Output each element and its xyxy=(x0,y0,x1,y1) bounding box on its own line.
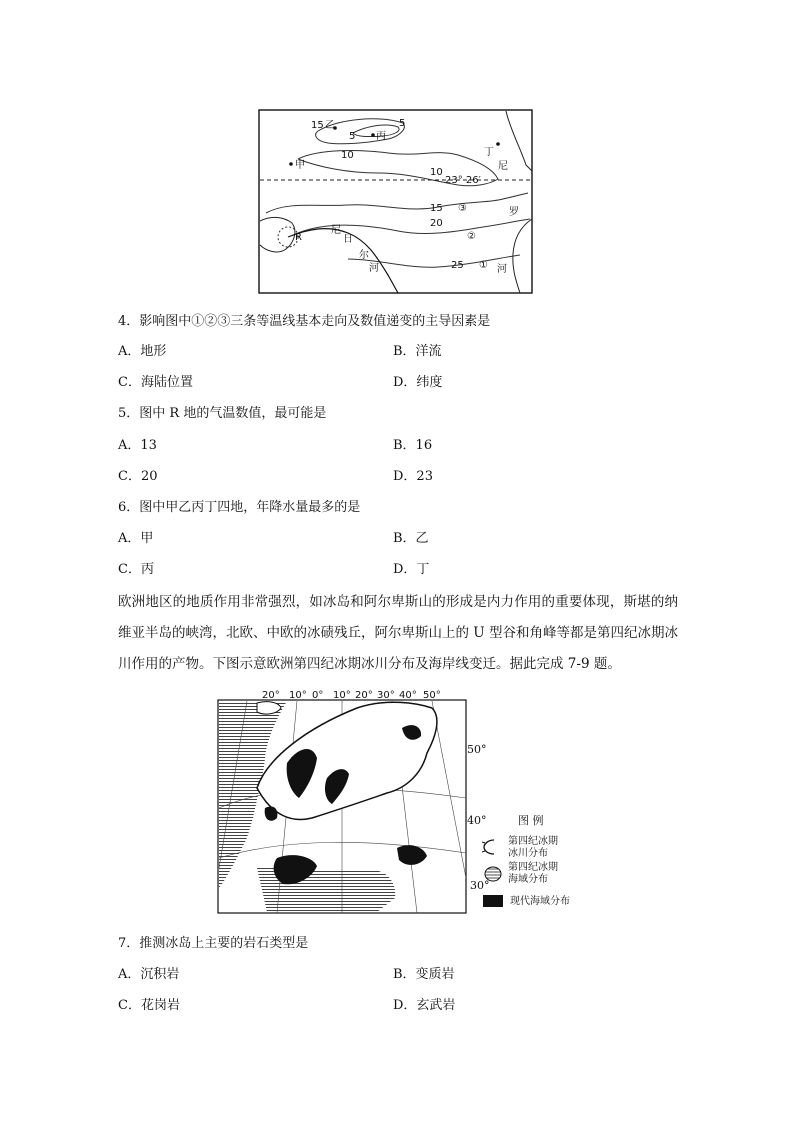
label-ri: 日 xyxy=(343,234,353,245)
legend-modern: 现代海域分布 xyxy=(510,896,570,907)
legend-sea: 第四纪冰期 海域分布 xyxy=(508,862,558,885)
label-15b: 15 xyxy=(430,203,443,214)
label-25: 25 xyxy=(451,260,464,271)
question-5-stem: 5．图中 R 地的气温数值，最可能是 xyxy=(118,406,327,421)
question-7-stem: 7．推测冰岛上主要的岩石类型是 xyxy=(118,936,309,951)
label-ding: 丁 xyxy=(484,147,494,158)
q6-option-b[interactable]: B．乙 xyxy=(393,531,429,546)
question-6-stem: 6．图中甲乙丙丁四地，年降水量最多的是 xyxy=(118,500,361,515)
lat-label: 50° xyxy=(467,743,487,756)
q4-option-c[interactable]: C．海陆位置 xyxy=(118,375,193,390)
lon-label: 40° xyxy=(399,690,417,701)
isotherm-map xyxy=(258,109,533,294)
lon-label: 30° xyxy=(377,690,395,701)
q5-option-a[interactable]: A．13 xyxy=(118,438,157,453)
q6-option-a[interactable]: A．甲 xyxy=(118,531,154,546)
label-er: 尔 xyxy=(359,250,369,261)
modern-sea-legend-icon xyxy=(483,895,503,907)
label-he-right: 河 xyxy=(497,264,507,275)
point-bing xyxy=(371,133,375,137)
question-4-stem: 4．影响图中①②③三条等温线基本走向及数值递变的主导因素是 xyxy=(118,314,491,329)
q6-option-d[interactable]: D．丁 xyxy=(393,562,430,577)
q4-option-a[interactable]: A．地形 xyxy=(118,344,167,359)
label-c2: ② xyxy=(467,231,476,242)
passage: 欧洲地区的地质作用非常强烈，如冰岛和阿尔卑斯山的形成是内力作用的重要体现，斯堪的纳维亚半岛的峡湾，北欧、中欧的冰碛残丘，阿尔卑斯山上的 U 型谷和角峰等都是第四纪冰期冰川作用的产物。下图示意欧洲第四纪冰期冰川分布及海岸线变迁。据此完成 7-9 题。 xyxy=(118,594,678,672)
q6-option-c[interactable]: C．丙 xyxy=(118,562,154,577)
label-he: 河 xyxy=(369,263,379,274)
label-5b: 5 xyxy=(349,131,356,142)
q7-option-c[interactable]: C．花岗岩 xyxy=(118,998,180,1013)
q4-option-d[interactable]: D．纬度 xyxy=(393,375,443,390)
label-c1: ① xyxy=(479,260,488,271)
q4-option-b[interactable]: B．洋流 xyxy=(393,344,442,359)
point-jia xyxy=(289,162,293,166)
q7-option-b[interactable]: B．变质岩 xyxy=(393,967,455,982)
lon-label: 10° xyxy=(289,690,307,701)
label-lat: 23° 26′ xyxy=(445,175,481,186)
sea-legend-icon xyxy=(483,865,503,883)
lon-label: 50° xyxy=(423,690,441,701)
label-yi: 乙 xyxy=(325,120,335,131)
label-jia: 甲 xyxy=(295,160,305,171)
q7-option-a[interactable]: A．沉积岩 xyxy=(118,967,180,982)
glacier-legend-icon xyxy=(482,838,498,856)
legend-glacier: 第四纪冰期 冰川分布 xyxy=(508,836,558,859)
label-ni: 尼 xyxy=(331,225,341,236)
label-10a: 10 xyxy=(341,150,354,161)
point-ding xyxy=(496,142,500,146)
lon-label: 20° xyxy=(262,690,280,701)
label-luo: 罗 xyxy=(509,207,519,218)
lat-label: 40° xyxy=(467,814,487,827)
lon-label: 10° xyxy=(333,690,351,701)
label-c3: ③ xyxy=(458,203,467,214)
label-15a: 15 xyxy=(311,120,324,131)
lat-label: 30° xyxy=(470,879,490,892)
lon-label: 0° xyxy=(312,690,324,701)
lon-label: 20° xyxy=(355,690,373,701)
q5-option-d[interactable]: D．23 xyxy=(393,469,433,484)
label-5a: 5 xyxy=(399,118,406,129)
q7-option-d[interactable]: D．玄武岩 xyxy=(393,998,456,1013)
label-ni-top: 尼 xyxy=(498,161,508,172)
label-bing: 丙 xyxy=(376,131,386,142)
q5-option-b[interactable]: B．16 xyxy=(393,438,433,453)
legend-title: 图 例 xyxy=(518,814,544,827)
europe-glacier-map xyxy=(217,688,469,915)
label-20: 20 xyxy=(430,218,443,229)
q5-option-c[interactable]: C．20 xyxy=(118,469,158,484)
label-10b: 10 xyxy=(430,167,443,178)
label-R: R xyxy=(295,232,302,243)
